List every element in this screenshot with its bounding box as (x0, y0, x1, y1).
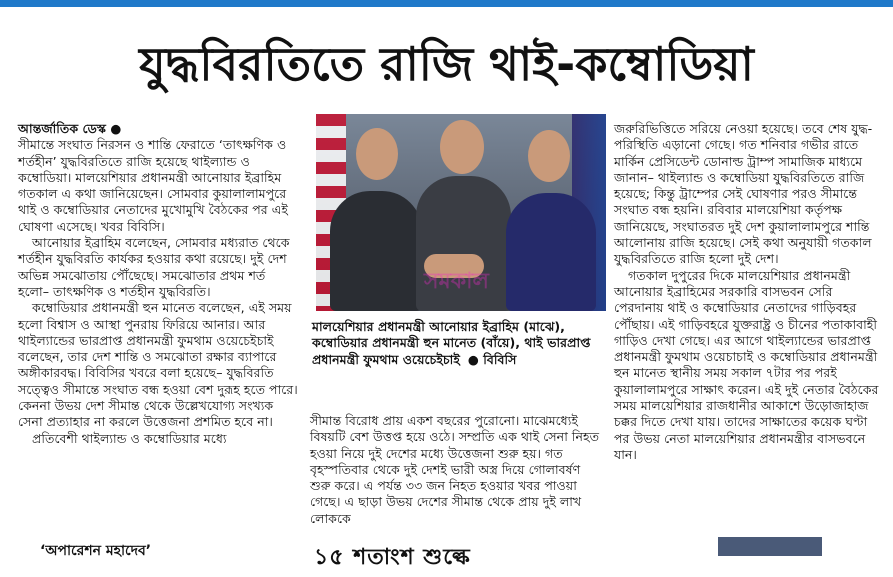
next-article-headline: ১৫ শতাংশ শুল্কে (314, 545, 471, 570)
paragraph: জরুরিভিত্তিতে সরিয়ে নেওয়া হয়েছে। তবে শেষ যুদ্ধ-পরিস্থিতি এড়ানো গেছে। গত শনিবার গভীর রাতে মার্কিন প্রেসিডেন্ট ডোনাল্ড ট্রাম্প সামাজিক মাধ্যমে জানান– থাইল্যান্ড ও কম্বোডিয়া যুদ্ধবিরতিতে রাজি হয়েছে; কিন্তু ট্রাম্পের সেই ঘোষণার পরও সীমান্তে সংঘাত বন্ধ হয়নি। রবিবার মালয়েশিয়া কর্তৃপক্ষ জানিয়েছে, সংঘাতরত দুই দেশ কুয়ালালামপুরে শান্তি আলোনায় রাজি হয়েছে। সেই কথা অনুযায়ী গতকাল যুদ্ধবিরতিতে রাজি হলো দুই দেশ। (614, 121, 873, 267)
page-headline: যুদ্ধবিরতিতে রাজি থাই-কম্বোডিয়া (139, 37, 754, 91)
news-photo (316, 114, 606, 311)
caption-credit: ● বিবিসি (467, 351, 517, 367)
person-left (330, 191, 422, 311)
paragraph: কম্বোডিয়ার প্রধানমন্ত্রী হুন মানেত বলেছেন, এই সময় হলো বিশ্বাস ও আস্থা পুনরায় ফিরিয়ে আনার। আর থাইল্যান্ডের ভারপ্রাপ্ত প্রধানমন্ত্রী ফুমথাম ওয়েচেইচাই বলেছেন, তার দেশ শান্তি ও সমঝোতা রক্ষার ব্যাপারে অঙ্গীকারবদ্ধ। বিবিসির খবরে বলা হয়েছে– যুদ্ধবিরতি সত্ত্বেও সীমান্তে সংঘাত বন্ধ হওয়া বেশ দুরূহ হতে পারে। কেননা উভয় দেশ সীমান্ত থেকে উল্লেখযোগ্য সংখ্যক সেনা প্রত্যাহার না করলে উত্তেজনা প্রশমিত হবে না। (18, 300, 298, 430)
right-column (614, 121, 884, 463)
person-right (506, 193, 596, 311)
caption-text: মালয়েশিয়ার প্রধানমন্ত্রী আনোয়ার ইব্রাহিম (মাঝে), কম্বোডিয়ার প্রধানমন্ত্রী হুন মানেত (বাঁয়ে), থাই ভারপ্রাপ্ত প্রধানমন্ত্রী ফুমথাম ওয়েচেইচাই (312, 319, 591, 367)
person-middle-head (440, 120, 484, 174)
next-article-photo (718, 537, 822, 556)
person-right-head (528, 130, 570, 182)
middle-column (310, 413, 602, 527)
top-color-bar (0, 0, 893, 7)
dateline: আন্তর্জাতিক ডেস্ক ● (18, 121, 122, 136)
paragraph: সীমান্ত বিরোধ প্রায় একশ বছরের পুরোনো। মাঝেমধ্যেই বিষয়টি বেশ উত্তপ্ত হয়ে ওঠে। সম্প্রতি এক থাই সেনা নিহত হওয়া নিয়ে দুই দেশের মধ্যে উত্তেজনা শুরু হয়। গত বৃহস্পতিবার থেকে দুই দেশই ভারী অস্ত্র দিয়ে গোলাবর্ষণ শুরু করে। এ পর্যন্ত ৩৩ জন নিহত হওয়ার খবর পাওয়া গেছে। এ ছাড়া উভয় দেশের সীমান্ত থেকে প্রায় দুই লাখ লোককে (310, 413, 600, 526)
person-left-head (356, 128, 398, 180)
paragraph: গতকাল দুপুরের দিকে মালয়েশিয়ার প্রধানমন্ত্রী আনোয়ার ইব্রাহিমের সরকারি বাসভবন সেরি পেরদানায় থাই ও কম্বোডিয়ার নেতাদের গাড়িবহর পৌঁছায়। এই গাড়িবহরে যুক্তরাষ্ট্র ও চীনের পতাকাবাহী গাড়িও দেখা গেছে। এর আগে থাইল্যান্ডের ভারপ্রাপ্ত প্রধানমন্ত্রী ফুমথাম ওয়েচাচাই ও কম্বোডিয়ার প্রধানমন্ত্রী হুন মানেত স্থানীয় সময় সকাল ৭টার পর পরই কুয়ালালামপুরে সাক্ষাৎ করেন। এই দুই নেতার বৈঠকের সময় মালয়েশিয়ার রাজধানীর আকাশে উড়োজাহাজ চক্কর দিতে দেখা যায়। তাদের সাক্ষাতের কয়েক ঘণ্টা পর উভয় নেতা মালয়েশিয়ার প্রধানমন্ত্রীর বাসভবনে যান। (614, 267, 879, 462)
watermark: সমকাল (424, 269, 489, 294)
paragraph: প্রতিবেশী থাইল্যান্ড ও কম্বোডিয়ার মধ্যে (32, 430, 227, 446)
next-article-heading: ‘অপারেশন মহাদেব’ (40, 543, 152, 559)
paragraph: সীমান্তে সংঘাত নিরসন ও শান্তি ফেরাতে ‘তাৎক্ষণিক ও শর্তহীন’ যুদ্ধবিরতিতে রাজি হয়েছে থাইল্যান্ড ও কম্বোডিয়া। মালয়েশিয়ার প্রধানমন্ত্রী আনোয়ার ইব্রাহিম গতকাল এ কথা জানিয়েছেন। সোমবার কুয়ালালামপুরে থাই ও কম্বোডিয়ার নেতাদের মুখোমুখি বৈঠকের পর এই ঘোষণা এসেছে। খবর বিবিসি। (18, 137, 288, 234)
paragraph: আনোয়ার ইব্রাহিম বলেছেন, সোমবার মধ্যরাত থেকে শর্তহীন যুদ্ধবিরতি কার্যকর হওয়ার কথা রয়েছে। দুই দেশ অভিন্ন সমঝোতায় পৌঁছেছে। সমঝোতার প্রথম শর্ত হলো– তাৎক্ষণিক ও শর্তহীন যুদ্ধবিরতি। (18, 235, 290, 299)
left-column (18, 121, 298, 447)
photo-caption (312, 319, 612, 368)
